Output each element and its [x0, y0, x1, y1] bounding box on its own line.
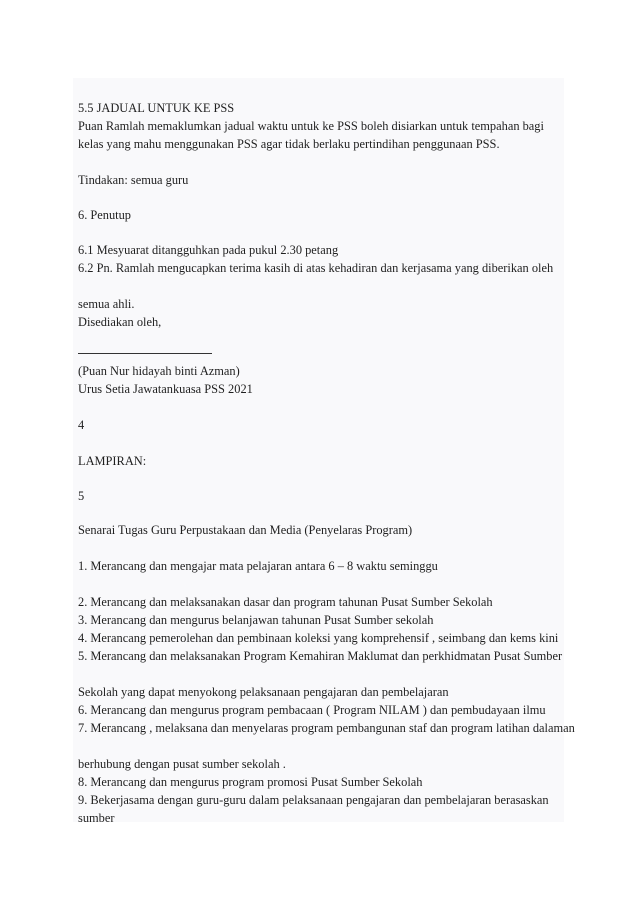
appendix-label: LAMPIRAN: [78, 454, 147, 468]
duty-item: 1. Merancang dan mengajar mata pelajaran antara 6 – 8 waktu seminggu [78, 559, 438, 573]
duty-item: 7. Merancang , melaksana dan menyelaras program pembangunan staf dan program latihan dalaman [78, 721, 575, 735]
minutes-item: 6.2 Pn. Ramlah mengucapkan terima kasih di atas kehadiran dan kerjasama yang diberikan oleh [78, 261, 554, 275]
minutes-item-continuation: semua ahli. [78, 297, 135, 311]
duty-item: 2. Merancang dan melaksanakan dasar dan program tahunan Pusat Sumber Sekolah [78, 595, 493, 609]
duty-item: 4. Merancang pemerolehan dan pembinaan koleksi yang komprehensif , seimbang dan kems kini [78, 631, 559, 645]
closing-heading: 6. Penutup [78, 208, 132, 222]
duty-item: 5. Merancang dan melaksanakan Program Kemahiran Maklumat dan perkhidmatan Pusat Sumber [78, 649, 563, 663]
signer-name: (Puan Nur hidayah binti Azman) [78, 364, 240, 378]
duty-item-continuation: sumber [78, 811, 115, 825]
duties-title: Senarai Tugas Guru Perpustakaan dan Media (Penyelaras Program) [78, 523, 413, 537]
section-heading: 5.5 JADUAL UNTUK KE PSS [78, 101, 235, 115]
duty-item: 9. Bekerjasama dengan guru-guru dalam pelaksanaan pengajaran dan pembelajaran berasaskan [78, 793, 549, 807]
page-number: 4 [78, 418, 85, 432]
duty-item-continuation: Sekolah yang dapat menyokong pelaksanaan pengajaran dan pembelajaran [78, 685, 449, 699]
duty-item: 8. Merancang dan mengurus program promosi Pusat Sumber Sekolah [78, 775, 423, 789]
signature-line [78, 353, 212, 354]
duty-item: 3. Merancang dan mengurus belanjawan tahunan Pusat Sumber sekolah [78, 613, 434, 627]
signer-role: Urus Setia Jawatankuasa PSS 2021 [78, 382, 253, 396]
paragraph-line: Puan Ramlah memaklumkan jadual waktu untuk ke PSS boleh disiarkan untuk tempahan bagi [78, 119, 544, 133]
page-number: 5 [78, 489, 85, 503]
prepared-by-label: Disediakan oleh, [78, 315, 162, 329]
paragraph-line: kelas yang mahu menggunakan PSS agar tidak berlaku pertindihan penggunaan PSS. [78, 137, 500, 151]
duty-item: 6. Merancang dan mengurus program pembacaan ( Program NILAM ) dan pembudayaan ilmu [78, 703, 546, 717]
duty-item-continuation: berhubung dengan pusat sumber sekolah . [78, 757, 286, 771]
action-line: Tindakan: semua guru [78, 173, 189, 187]
minutes-item: 6.1 Mesyuarat ditangguhkan pada pukul 2.30 petang [78, 243, 339, 257]
